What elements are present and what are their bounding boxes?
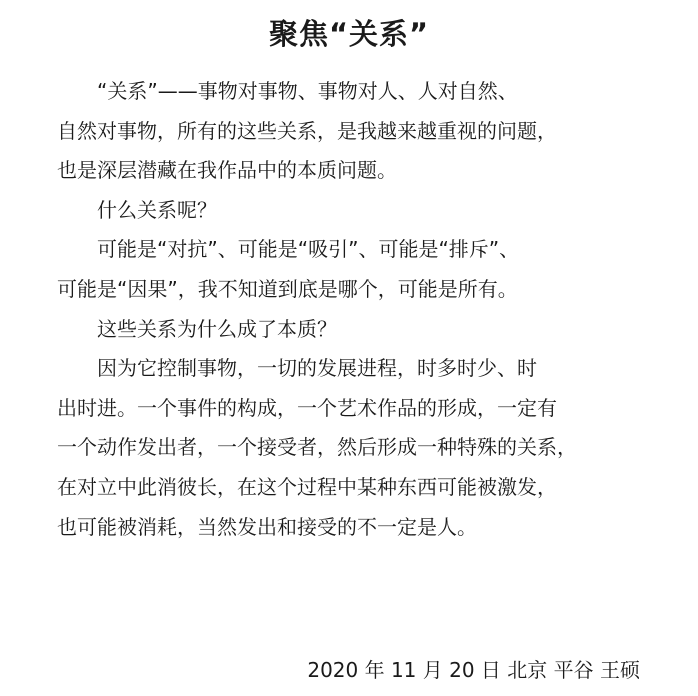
paragraph-line: 也可能被消耗，当然发出和接受的不一定是人。 bbox=[57, 514, 477, 539]
paragraph-line: 什么关系呢？ bbox=[97, 197, 217, 222]
paragraph-4 bbox=[57, 310, 647, 350]
paragraph-line: 一个动作发出者，一个接受者，然后形成一种特殊的关系， bbox=[57, 435, 577, 460]
paragraph-2 bbox=[57, 191, 647, 231]
signature-line: 2020 年 11 月 20 日 北京 平谷 王硕 bbox=[307, 658, 640, 682]
paragraph-line: “关系”——事物对事物、事物对人、人对自然、 bbox=[97, 79, 518, 103]
paragraph-line: 自然对事物，所有的这些关系，是我越来越重视的问题， bbox=[57, 118, 557, 143]
paragraph-3 bbox=[57, 230, 647, 309]
article-title: 聚焦“关系” bbox=[268, 17, 430, 51]
paragraph-line: 也是深层潜藏在我作品中的本质问题。 bbox=[57, 158, 397, 183]
paragraph-line: 在对立中此消彼长，在这个过程中某种东西可能被激发， bbox=[57, 474, 557, 499]
paragraph-5 bbox=[57, 349, 647, 547]
article-body bbox=[57, 72, 647, 547]
paragraph-line: 可能是“因果”，我不知道到底是哪个，可能是所有。 bbox=[57, 276, 518, 301]
paragraph-line: 可能是“对抗”、可能是“吸引”、可能是“排斥”、 bbox=[97, 237, 520, 262]
paragraph-line: 出时进。一个事件的构成，一个艺术作品的形成，一定有 bbox=[57, 395, 557, 420]
paragraph-line: 这些关系为什么成了本质？ bbox=[97, 316, 337, 341]
paragraph-line: 因为它控制事物，一切的发展进程，时多时少、时 bbox=[97, 356, 537, 381]
paragraph-1 bbox=[57, 72, 647, 191]
